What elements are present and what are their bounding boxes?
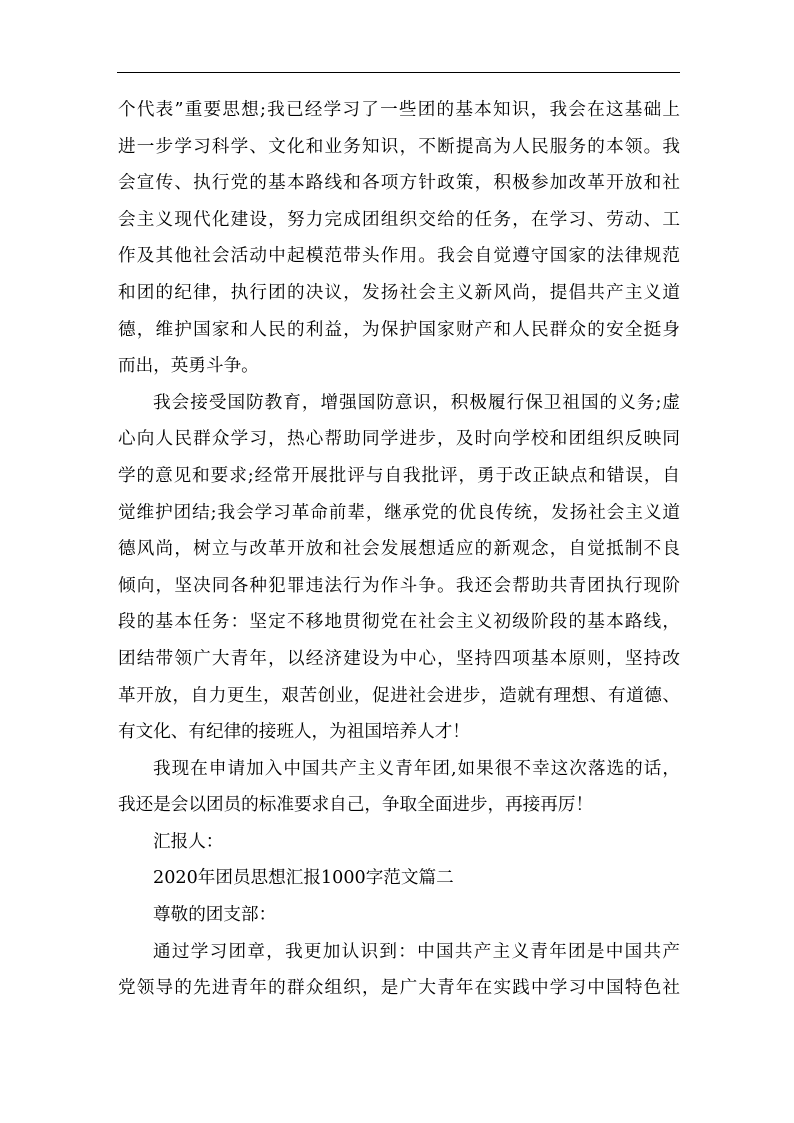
reporter-label: 汇报人： [153, 831, 224, 852]
text-line: 个代表”重要思想;我已经学习了一些团的基本知识，我会在这基础上 [118, 100, 680, 120]
text-line: 德风尚，树立与改革开放和社会发展想适应的新观念，自觉抵制不良 [118, 539, 680, 560]
text-line: 学的意见和要求;经常开展批评与自我批评，勇于改正缺点和错误，自 [118, 465, 680, 486]
salutation: 尊敬的团支部： [153, 905, 277, 926]
text-line: 进一步学习科学、文化和业务知识，不断提高为人民服务的本领。我 [118, 136, 680, 157]
text-line: 心向人民群众学习，热心帮助同学进步，及时向学校和团组织反映同 [118, 429, 680, 450]
text-line: 有文化、有纪律的接班人，为祖国培养人才！ [118, 722, 470, 743]
text-line: 我还是会以团员的标准要求自己，争取全面进步，再接再厉！ [118, 795, 594, 816]
text-line: 段的基本任务：坚定不移地贯彻党在社会主义初级阶段的基本路线， [118, 612, 680, 633]
text-line: 会主义现代化建设，努力完成团组织交给的任务，在学习、劳动、工 [118, 209, 680, 230]
text-line: 会宣传、执行党的基本路线和各项方针政策，积极参加改革开放和社 [118, 173, 680, 194]
text-line: 团结带领广大青年，以经济建设为中心，坚持四项基本原则，坚持改 [118, 648, 680, 669]
text-line: 作及其他社会活动中起模范带头作用。我会自觉遵守国家的法律规范 [118, 246, 680, 267]
text-line: 和团的纪律，执行团的决议，发扬社会主义新风尚，提倡共产主义道 [118, 282, 680, 303]
text-line: 党领导的先进青年的群众组织，是广大青年在实践中学习中国特色社 [118, 978, 680, 999]
paragraph-first-line: 通过学习团章，我更加认识到：中国共产主义青年团是中国共产 [153, 941, 680, 962]
document-body [118, 92, 680, 1007]
paragraph-first-line: 我现在申请加入中国共产主义青年团,如果很不幸这次落选的话， [153, 758, 680, 779]
text-line: 革开放，自力更生，艰苦创业，促进社会进步，造就有理想、有道德、 [118, 685, 680, 706]
paragraph-first-line: 我会接受国防教育，增强国防意识，积极履行保卫祖国的义务;虚 [153, 392, 680, 413]
header-rule [117, 72, 680, 73]
text-line: 而出，英勇斗争。 [118, 356, 259, 377]
text-line: 觉维护团结;我会学习革命前辈，继承党的优良传统，发扬社会主义道 [118, 502, 680, 523]
section-title: 2020年团员思想汇报1000字范文篇二 [153, 868, 454, 889]
text-line: 德，维护国家和人民的利益，为保护国家财产和人民群众的安全挺身 [118, 319, 680, 340]
text-line: 倾向，坚决同各种犯罪违法行为作斗争。我还会帮助共青团执行现阶 [118, 575, 680, 596]
